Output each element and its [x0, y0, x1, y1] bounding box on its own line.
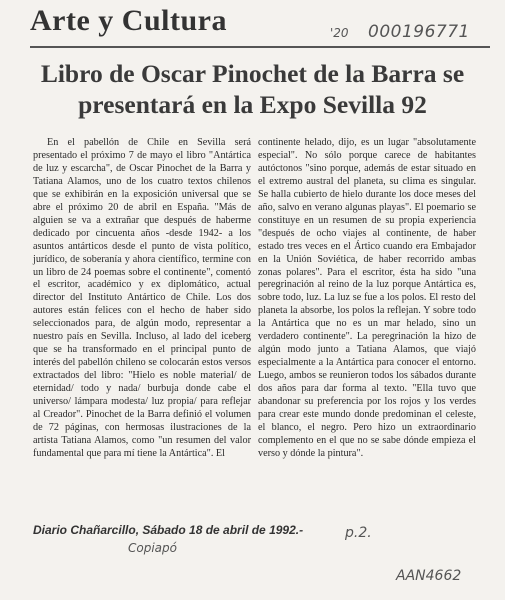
source-citation: Diario Chañarcillo, Sábado 18 de abril de 1992.-	[33, 523, 304, 537]
handwritten-reference: AAN4662	[396, 568, 462, 584]
handwritten-archive-code: 000196771	[368, 22, 470, 42]
handwritten-page: p.2.	[345, 525, 372, 541]
handwritten-year: '20	[330, 26, 349, 40]
article-column-right: continente helado, dijo, es un lugar "absolutamente especial". No sólo porque carece de habitantes autóctonos "sino porque, además de estar situado en el extremo austral del planeta, su clima es singular. Se halla cubierto de hielo durante los doce meses del año, salvo en verano algunas playas". El poemario se constituye en un resumen de su propia experiencia "después de ocho viajes al continente, de haber estado tres veces en el Ártico cuando era Embajador en la Unión Soviética, de haber recorrido ambas zonas polares". Para el escritor, ésta ha sido "una peregrinación al reino de la luz porque Antártica es, sobre todo, luz. La luz se fue a los polos. El resto del planeta la absorbe, los polos la reflejan. Y sobre todo la Antártica que no es un mar helado, sino un verdadero continente". La peregrinación la hizo de algún modo junto a Tatiana Alamos, que viajó especialmente a la Antártica para conocer el entorno. Luego, ambos se reunieron todos los sábados durante dos años para dar forma al texto. "Ella tuvo que abandonar su preferencia por los rojos y los verdes para crear este mundo donde predominan el celeste, el blanco, el negro. Pero hizo un extraordinario complemento en el que no se sabe dónde empieza el verso y dónde la pintura".	[258, 137, 476, 459]
article-column-left: En el pabellón de Chile en Sevilla será presentado el próximo 7 de mayo el libro "Antártica de luz y escarcha", de Oscar Pinochet de la Barra y Tatiana Alamos, uno de los cuatro textos chilenos que se exhibirán en la exposición universal que se abre el próximo 20 de abril en España. "Más de alguien se va a extrañar que después de haberme dedicado por cincuenta años -desde 1942- a los asuntos antárticos desde el punto de vista político, jurídico, de soberanía y ahora científico, termine con un libro de 24 poemas sobre el continente", comentó el escritor, académico y ex diplomático, actual director del Instituto Antártico de Chile. Los dos autores están felices con el hecho de haber sido seleccionados para, de algún modo, representar a nuestro país en Sevilla. Incluso, al lado del iceberg que se ha transformado en el principal punto de interés del pabellón chileno se colocarán estos versos extractados del libro: "Hielo es noble material/ de eternidad/ todo y nada/ burbuja donde cabe el universo/ lámpara modesta/ luz propia/ para reflejar al Creador". Pinochet de la Barra definió el volumen de 72 páginas, con hermosas ilustraciones de la artista Tatiana Alamos, como "un resumen del valor fundamental que para mí tiene la Antártica". El	[33, 137, 251, 459]
article-headline: Libro de Oscar Pinochet de la Barra se presentará en la Expo Sevilla 92	[40, 59, 465, 119]
section-rule	[30, 46, 490, 48]
section-heading: Arte y Cultura	[30, 4, 227, 37]
handwritten-city: Copiapó	[128, 541, 177, 555]
